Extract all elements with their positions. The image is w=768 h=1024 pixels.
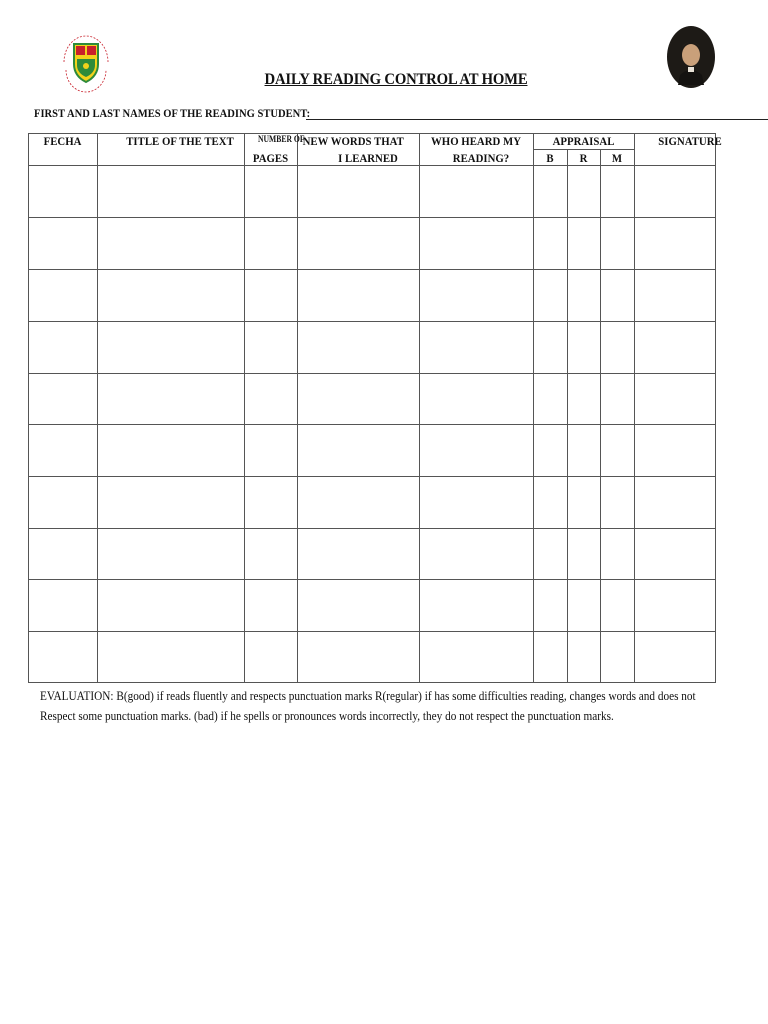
cell-new-words[interactable] <box>298 270 418 320</box>
cell-fecha[interactable] <box>29 374 96 423</box>
cell-pages[interactable] <box>245 218 296 268</box>
cell-appraisal-r[interactable] <box>568 632 599 681</box>
cell-who-heard[interactable] <box>420 270 532 320</box>
cell-new-words[interactable] <box>298 218 418 268</box>
cell-title-of-text[interactable] <box>98 477 243 527</box>
cell-appraisal-m[interactable] <box>601 580 633 630</box>
cell-pages[interactable] <box>245 425 296 475</box>
table-row <box>28 321 715 373</box>
cell-title-of-text[interactable] <box>98 529 243 578</box>
cell-title-of-text[interactable] <box>98 322 243 372</box>
cell-title-of-text[interactable] <box>98 632 243 681</box>
cell-appraisal-b[interactable] <box>534 374 566 423</box>
cell-signature[interactable] <box>635 529 714 578</box>
cell-appraisal-r[interactable] <box>568 166 599 216</box>
cell-appraisal-b[interactable] <box>534 632 566 681</box>
cell-appraisal-m[interactable] <box>601 322 633 372</box>
cell-title-of-text[interactable] <box>98 374 243 423</box>
cell-appraisal-m[interactable] <box>601 632 633 681</box>
cell-new-words[interactable] <box>298 374 418 423</box>
cell-signature[interactable] <box>635 425 714 475</box>
table-row <box>28 269 715 321</box>
cell-appraisal-r[interactable] <box>568 529 599 578</box>
cell-appraisal-m[interactable] <box>601 218 633 268</box>
cell-new-words[interactable] <box>298 529 418 578</box>
cell-new-words[interactable] <box>298 322 418 372</box>
cell-new-words[interactable] <box>298 632 418 681</box>
evaluation-note <box>40 686 742 726</box>
cell-new-words[interactable] <box>298 477 418 527</box>
header-signature: SIGNATURE <box>658 134 722 148</box>
cell-pages[interactable] <box>245 632 296 681</box>
cell-fecha[interactable] <box>29 270 96 320</box>
student-name-field[interactable] <box>306 119 768 120</box>
header-appraisal-r: R <box>579 151 588 165</box>
cell-title-of-text[interactable] <box>98 270 243 320</box>
table-row <box>28 528 715 579</box>
cell-appraisal-r[interactable] <box>568 322 599 372</box>
cell-pages[interactable] <box>245 529 296 578</box>
evaluation-line-1: EVALUATION: B(good) if reads fluently and respects punctuation marks R(regular) if has some difficulties reading, changes words and does not <box>40 689 696 703</box>
cell-appraisal-r[interactable] <box>568 580 599 630</box>
cell-signature[interactable] <box>635 322 714 372</box>
student-name-label: FIRST AND LAST NAMES OF THE READING STUDENT: <box>34 106 311 120</box>
cell-who-heard[interactable] <box>420 632 532 681</box>
reading-log-table <box>28 133 722 683</box>
cell-signature[interactable] <box>635 580 714 630</box>
header-appraisal-b: B <box>546 151 554 165</box>
cell-title-of-text[interactable] <box>98 580 243 630</box>
cell-appraisal-m[interactable] <box>601 374 633 423</box>
cell-appraisal-m[interactable] <box>601 425 633 475</box>
header-appraisal: APPRAISAL <box>552 134 615 148</box>
table-row <box>28 579 715 631</box>
cell-pages[interactable] <box>245 270 296 320</box>
cell-signature[interactable] <box>635 632 714 681</box>
cell-fecha[interactable] <box>29 477 96 527</box>
cell-who-heard[interactable] <box>420 322 532 372</box>
table-row <box>28 165 715 217</box>
cell-who-heard[interactable] <box>420 580 532 630</box>
page-title: DAILY READING CONTROL AT HOME <box>264 71 528 88</box>
header-who-heard-line2: READING? <box>452 151 510 165</box>
header-new-words-line1: NEW WORDS THAT <box>302 134 404 148</box>
table-row <box>28 373 715 424</box>
cell-pages[interactable] <box>245 477 296 527</box>
cell-appraisal-b[interactable] <box>534 477 566 527</box>
cell-fecha[interactable] <box>29 425 96 475</box>
header-title-of-text: TITLE OF THE TEXT <box>126 134 234 148</box>
cell-title-of-text[interactable] <box>98 425 243 475</box>
cell-appraisal-r[interactable] <box>568 218 599 268</box>
cell-appraisal-m[interactable] <box>601 529 633 578</box>
cell-new-words[interactable] <box>298 580 418 630</box>
cell-pages[interactable] <box>245 374 296 423</box>
table-row <box>28 631 715 682</box>
cell-fecha[interactable] <box>29 529 96 578</box>
header-pages: PAGES <box>252 151 289 165</box>
cell-who-heard[interactable] <box>420 477 532 527</box>
student-name-line <box>34 106 768 122</box>
header-fecha: FECHA <box>43 134 82 148</box>
cell-signature[interactable] <box>635 218 714 268</box>
table-row <box>28 424 715 476</box>
cell-new-words[interactable] <box>298 166 418 216</box>
cell-pages[interactable] <box>245 322 296 372</box>
cell-title-of-text[interactable] <box>98 166 243 216</box>
cell-appraisal-m[interactable] <box>601 270 633 320</box>
cell-appraisal-b[interactable] <box>534 529 566 578</box>
cell-appraisal-m[interactable] <box>601 477 633 527</box>
cell-fecha[interactable] <box>29 166 96 216</box>
cell-appraisal-b[interactable] <box>534 580 566 630</box>
cell-appraisal-b[interactable] <box>534 166 566 216</box>
cell-who-heard[interactable] <box>420 425 532 475</box>
cell-who-heard[interactable] <box>420 529 532 578</box>
header-number-of: NUMBER OF <box>258 134 305 144</box>
cell-who-heard[interactable] <box>420 374 532 423</box>
cell-signature[interactable] <box>635 166 714 216</box>
cell-appraisal-b[interactable] <box>534 322 566 372</box>
cell-appraisal-r[interactable] <box>568 270 599 320</box>
cell-fecha[interactable] <box>29 322 96 372</box>
cell-signature[interactable] <box>635 477 714 527</box>
cell-fecha[interactable] <box>29 218 96 268</box>
cell-appraisal-r[interactable] <box>568 374 599 423</box>
cell-who-heard[interactable] <box>420 166 532 216</box>
cell-title-of-text[interactable] <box>98 218 243 268</box>
header-who-heard-line1: WHO HEARD MY <box>431 134 521 148</box>
header-new-words-line2: I LEARNED <box>338 151 398 165</box>
cell-pages[interactable] <box>245 166 296 216</box>
cell-appraisal-r[interactable] <box>568 425 599 475</box>
header-appraisal-m: M <box>611 151 623 165</box>
cell-who-heard[interactable] <box>420 218 532 268</box>
cell-fecha[interactable] <box>29 580 96 630</box>
cell-fecha[interactable] <box>29 632 96 681</box>
cell-appraisal-m[interactable] <box>601 166 633 216</box>
cell-appraisal-b[interactable] <box>534 218 566 268</box>
cell-signature[interactable] <box>635 270 714 320</box>
cell-signature[interactable] <box>635 374 714 423</box>
cell-appraisal-b[interactable] <box>534 270 566 320</box>
table-row <box>28 217 715 269</box>
cell-pages[interactable] <box>245 580 296 630</box>
evaluation-line-2: Respect some punctuation marks. (bad) if he spells or pronounces words incorrectly, they do not respect the punctuation marks. <box>40 709 614 723</box>
cell-appraisal-b[interactable] <box>534 425 566 475</box>
cell-appraisal-r[interactable] <box>568 477 599 527</box>
table-row <box>28 476 715 528</box>
cell-new-words[interactable] <box>298 425 418 475</box>
